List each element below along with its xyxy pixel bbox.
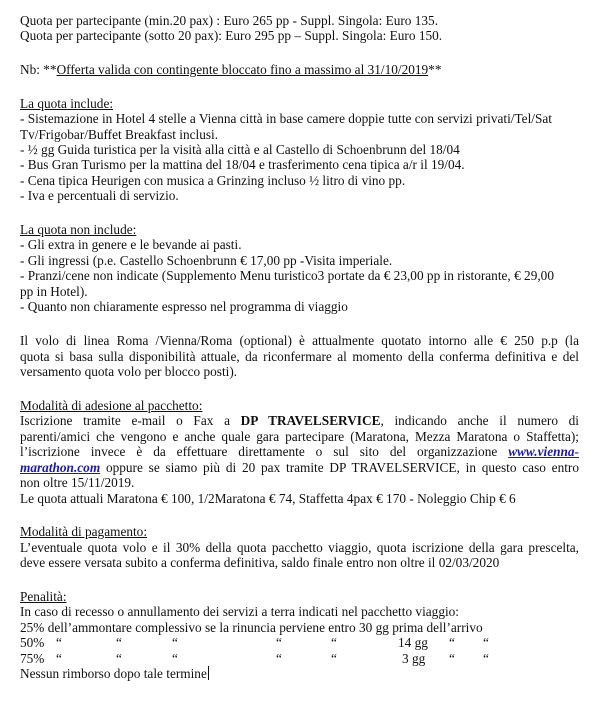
flight-text: quota si basa sulla disponibilità attuale, da riconfermare al momento della conferma definitiva e del <box>20 349 579 364</box>
quote-line-under20: Quota per partecipante (sotto 20 pax): Euro 295 pp – Suppl. Singola: Euro 150. <box>20 28 443 43</box>
includes-item: - Sistemazione in Hotel 4 stelle a Vienna città in base camere doppie tutte con servizi privati/Tel/Sat <box>20 111 552 126</box>
excludes-item: - Gli extra in genere e le bevande ai pasti. <box>20 237 242 252</box>
ditto-mark: “ <box>116 635 122 650</box>
adhesion-text-part: Iscrizione tramite e-mail o Fax a <box>20 413 241 428</box>
ditto-mark: “ <box>449 635 455 650</box>
includes-item: - Bus Gran Turismo per la mattina del 18/04 e trasferimento cena tipica a/r il 19/04. <box>20 157 465 172</box>
excludes-item: - Pranzi/cene non indicate (Supplemento Menu turistico3 portate da € 23,00 pp in ristorante, € 29,00 <box>20 268 554 283</box>
penalty-percent: 75% <box>20 651 45 666</box>
ditto-mark: “ <box>172 651 178 666</box>
ditto-mark: “ <box>276 651 282 666</box>
ditto-mark: “ <box>172 635 178 650</box>
quote-line-min20: Quota per partecipante (min.20 pax) : Euro 265 pp - Suppl. Singola: Euro 135. <box>20 13 439 28</box>
adhesion-text <box>20 460 579 475</box>
agency-name: DP TRAVELSERVICE <box>240 413 381 428</box>
ditto-mark: “ <box>56 635 62 650</box>
offer-note <box>20 62 441 77</box>
penalties-final <box>20 666 209 681</box>
adhesion-text <box>20 413 579 428</box>
penalties-text: In caso di recesso o annullamento dei servizi a terra indicati nel pacchetto viaggio: <box>20 604 459 619</box>
adhesion-text-part: oppure se siamo più di 20 pax tramite DP TRAVELSERVICE, in questo caso entro <box>100 460 579 475</box>
adhesion-text: non oltre 15/11/2019. <box>20 475 135 490</box>
offer-note-text: Offerta valida con contingente bloccato fino a massimo al 31/10/2019 <box>56 62 429 77</box>
ditto-mark: “ <box>276 635 282 650</box>
text-cursor <box>208 666 209 680</box>
adhesion-heading: Modalità di adesione al pacchetto: <box>20 398 203 413</box>
ditto-mark: “ <box>449 651 455 666</box>
ditto-mark: “ <box>331 651 337 666</box>
ditto-mark: “ <box>116 651 122 666</box>
flight-text: Il volo di linea Roma /Vienna/Roma (optional) è attualmente quotato intorno alle € 250 p.p (la <box>20 333 579 348</box>
payment-text: L’eventuale quota volo e il 30% della quota pacchetto viaggio, quota iscrizione della gara prescelta, <box>20 540 579 555</box>
flight-text: versamento quota volo per blocco posti). <box>20 364 238 379</box>
excludes-item: pp in Hotel). <box>20 284 88 299</box>
penalties-heading: Penalità: <box>20 589 67 604</box>
offer-note-prefix: Nb: ** <box>20 62 57 77</box>
penalties-text: 25% dell’ammontare complessivo se la rinuncia perviene entro 30 gg prima dell’arrivo <box>20 620 483 635</box>
excludes-heading: La quota non include: <box>20 222 137 237</box>
marathon-site-link[interactable]: marathon.com <box>20 460 101 475</box>
adhesion-text: parenti/amici che vengono e anche quale gara partecipare (Maratona, Mezza Maratona o Staffetta); <box>20 429 579 444</box>
excludes-item: - Gli ingressi (p.e. Castello Schoenbrunn € 17,00 pp -Visita imperiale. <box>20 253 393 268</box>
includes-item: - Cena tipica Heurigen con musica a Grinzing incluso ½ litro di vino pp. <box>20 173 406 188</box>
penalty-days: 14 gg <box>398 635 428 650</box>
adhesion-text <box>20 444 579 459</box>
includes-item: - ½ gg Guida turistica per la visità alla città e al Castello di Schoenbrunn del 18/04 <box>20 142 460 157</box>
marathon-site-link[interactable]: www.vienna- <box>508 444 579 459</box>
ditto-mark: “ <box>483 651 489 666</box>
offer-note-suffix: ** <box>428 62 442 77</box>
includes-item: Tv/Frigobar/Buffet Breakfast inclusi. <box>20 127 219 142</box>
penalties-final-text: Nessun rimborso dopo tale termine <box>20 666 207 681</box>
adhesion-text-part: l’iscrizione invece è da effettuare direttamente o sul sito del organizzazione <box>20 444 509 459</box>
includes-item: - Iva e percentuali di servizio. <box>20 188 179 203</box>
payment-text: deve essere versata subito a conferma definitiva, saldo finale entro non oltre il 02/03/2020 <box>20 555 500 570</box>
payment-heading: Modalità di pagamento: <box>20 524 148 539</box>
penalty-percent: 50% <box>20 635 45 650</box>
ditto-mark: “ <box>56 651 62 666</box>
penalty-days: 3 gg <box>402 651 426 666</box>
race-fees: Le quota attuali Maratona € 100, 1/2Maratona € 74, Staffetta 4pax € 170 - Noleggio Chip € 6 <box>20 491 516 506</box>
includes-heading: La quota include: <box>20 96 114 111</box>
ditto-mark: “ <box>331 635 337 650</box>
adhesion-text-part: , indicando anche il numero di <box>380 413 579 428</box>
ditto-mark: “ <box>483 635 489 650</box>
excludes-item: - Quanto non chiaramente espresso nel programma di viaggio <box>20 299 348 314</box>
